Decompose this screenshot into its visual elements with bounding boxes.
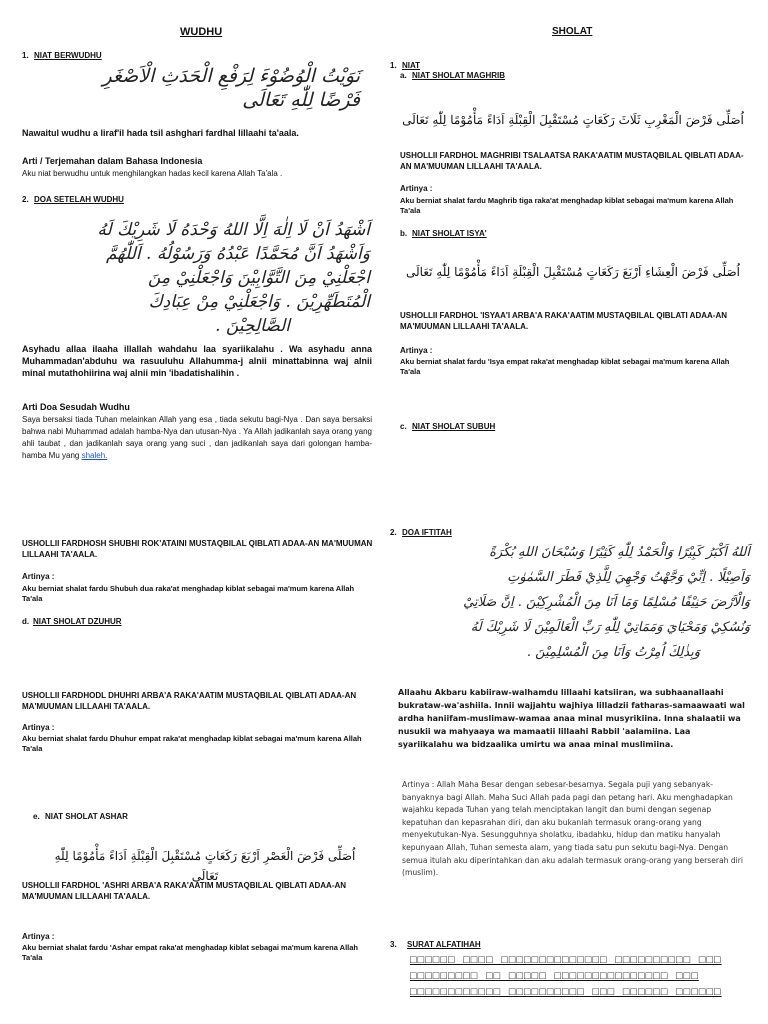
sholat-title: SHOLAT xyxy=(552,26,593,37)
niat-sholat-subuh-heading: NIAT SHOLAT SUBUH xyxy=(412,422,496,431)
doa-wudhu-arti-heading: Arti Doa Sesudah Wudhu xyxy=(22,402,130,412)
doa-iftitah-handwritten-arabic xyxy=(400,540,750,668)
maghrib-arti-text: Aku berniat shalat fardu Maghrib tiga raka'at menghadap kiblat sebagai ma'mum karena Allah Ta'ala xyxy=(400,196,734,215)
iftitah-arabic-line-2: وَاَصِيْلًا . اِنِّيْ وَجَّهْتُ وَجْهِيَ لِلَّذِيْ فَطَرَ السَّمٰوٰتِ xyxy=(507,570,750,585)
doa-wudhu-arti-body: Saya bersaksi tiada Tuhan melainkan Allah yang esa , tiada sekutu bagi-Nya . Dan saya bersaksi bahwa nabi Muhammad adalah hamba-Nya dan utusan-Nya . Ya Allah jadikanlah saya orang yang ahli taubat , dan jadikanlah saya orang yang suci , dan jadikanlah saya dari golongan hamba-hamba Mu yang xyxy=(22,415,372,460)
fatihah-line-2: □□□□□□□□□ □□ □□□□□ □□□□□□□□□□□□□□□ □□□ xyxy=(410,971,699,983)
wudhu-title: WUDHU xyxy=(180,26,223,38)
niat-sholat-maghrib-heading: NIAT SHOLAT MAGHRIB xyxy=(412,71,506,80)
subuh-transliteration: USHOLLII FARDHOSH SHUBHI ROK'ATAINI MUSTAQBILAL QIBLATI ADAA-AN MA'MUUMAN LILLAAHI TA'AALA. xyxy=(22,539,373,559)
iftitah-arabic-line-4: وَنُسُكِيْ وَمَحْيَايَ وَمَمَاتِيْ لِلّٰهِ رَبِّ الْعَالَمِيْنَ لَا شَرِيْكَ لَهُ xyxy=(470,620,750,635)
subuh-arti-text: Aku berniat shalat fardu Shubuh dua raka'at menghadap kiblat sebagai ma'mum karena Allah Ta'ala xyxy=(22,584,355,603)
maghrib-transliteration: USHOLLII FARDHOL MAGHRIBI TSALAATSA RAKA'AATIM MUSTAQBILAL QIBLATI ADAA-AN MA'MUUMAN LILLAAHI TA'AALA. xyxy=(400,151,744,171)
niat-sholat-ashar-heading: NIAT SHOLAT ASHAR xyxy=(45,812,128,821)
doa-setelah-wudhu-heading: DOA SETELAH WUDHU xyxy=(34,195,124,204)
section-number: 3. xyxy=(390,940,397,949)
isya-arti-heading: Artinya : xyxy=(400,346,433,355)
niat-sholat-isya-heading: NIAT SHOLAT ISYA' xyxy=(412,229,487,238)
niat-sholat-dzuhur-heading: NIAT SHOLAT DZUHUR xyxy=(33,617,122,626)
ashar-transliteration: USHOLLII FARDHOL 'ASHRI ARBA'A RAKA'AATIM MUSTAQBILAL QIBLATI ADAA-AN MA'MUUMAN LILLAAHI TA'AALA. xyxy=(22,881,347,901)
niat-wudhu-arti-heading: Arti / Terjemahan dalam Bahasa Indonesia xyxy=(22,156,203,166)
fatihah-line-1: □□□□□□ □□□□ □□□□□□□□□□□□□□ □□□□□□□□□□ □□□ xyxy=(410,955,722,967)
dzuhur-arti-text: Aku berniat shalat fardu Dhuhur empat raka'at menghadap kiblat sebagai ma'mum karena Allah Ta'ala xyxy=(22,734,362,753)
section-number: 2. xyxy=(390,528,397,537)
niat-wudhu-transliteration: Nawaitul wudhu a liraf'il hada tsil ashghari fardhal lillaahi ta'aala. xyxy=(22,128,299,138)
iftitah-arabic-line-5: وَبِذٰلِكَ اُمِرْتُ وَاَنَا مِنَ الْمُسْلِمِيْنَ . xyxy=(526,645,700,660)
niat-wudhu-arti-text: Aku niat berwudhu untuk menghilangkan hadas kecil karena Allah Ta'ala . xyxy=(22,169,283,178)
isya-arti-text: Aku berniat shalat fardu 'Isya empat raka'at menghadap kiblat sebagai ma'mum karena Allah Ta'ala xyxy=(400,357,730,376)
doa-wudhu-arabic-line-5: الصَّالِحِيْنَ . xyxy=(215,316,290,336)
item-letter: a. xyxy=(400,71,407,80)
item-letter: c. xyxy=(400,422,407,431)
doa-wudhu-handwritten-arabic xyxy=(30,218,370,338)
niat-wudhu-arabic: نَوَيْتُ الْوُضُوْءَ لِرَفْعِ الْحَدَثِ الْاَصْغَرِ فَرْضًا لِلّٰهِ تَعَالَى xyxy=(102,65,360,111)
ashar-arti-heading: Artinya : xyxy=(22,932,55,941)
section-number: 1. xyxy=(390,61,397,70)
doa-wudhu-arti-text xyxy=(22,414,372,462)
surat-alfatihah-heading: SURAT ALFATIHAH xyxy=(407,940,481,949)
item-letter: e. xyxy=(33,812,40,821)
iftitah-transliteration: Allaahu Akbaru kabiiraw-walhamdu lillaahi katsiiran, wa subhaanallaahi bukrataw-wa'ashiila. Innii wajjahtu wajhiya lilladzii fatharas-samaawaati wal ardha haniifam-muslimaw-wamaa anaa minal musyrikiina. Inna shalaatii wa nusukii wa mahyaaya wa mamaatii lillaahi Rabbil 'aalamiina. Laa syariikalahu wa bidzaalika umirtu wa anaa minal muslimiina. xyxy=(398,688,745,749)
doa-wudhu-arabic-line-3: اجْعَلْنِيْ مِنَ التَّوَّابِيْنَ وَاجْعَلْنِيْ مِنَ xyxy=(148,268,370,288)
shaleh-link[interactable]: shaleh. xyxy=(81,451,108,460)
doa-wudhu-transliteration: Asyhadu allaa ilaaha illallah wahdahu laa syariikalahu . Wa asyhadu anna Muhammadan'abduhu wa rasuuluhu Allahumma-j alnii minattabinna waj alnii minal mutathohiirina waj alnii min 'ibadatishalihin . xyxy=(22,344,372,378)
doa-wudhu-arabic-line-1: اَشْهَدُ اَنْ لَا اِلٰهَ اِلَّا اللهُ وَحْدَهُ لَا شَرِيْكَ لَهُ xyxy=(97,220,370,240)
doa-iftitah-heading: DOA IFTITAH xyxy=(402,528,452,537)
doa-wudhu-arabic-line-2: وَاَشْهَدُ اَنَّ مُحَمَّدًا عَبْدُهُ وَرَسُوْلُهُ . اَللّٰهُمَّ xyxy=(105,244,370,264)
isya-arabic: اُصَلِّى فَرْضَ الْعِشَاءِ اَرْبَعَ رَكَعَاتٍ مُسْتَقْبِلَ الْقِبْلَةِ اَدَاءً مَأْمُوْمًا لِلّٰهِ تَعَالَى xyxy=(406,265,740,279)
fatihah-line-3: □□□□□□□□□□□□ □□□□□□□□□□ □□□ □□□□□□ □□□□□□ xyxy=(410,987,722,999)
maghrib-arabic: اُصَلِّى فَرْضَ الْمَغْرِبِ ثَلَاثَ رَكَعَاتٍ مُسْتَقْبِلَ الْقِبْلَةِ اَدَاءً مَأْمُوْمًا لِلّٰهِ تَعَالَى xyxy=(402,113,744,127)
section-number: 2. xyxy=(22,195,29,204)
doa-wudhu-arabic-line-4: الْمُتَطَهِّرِيْنَ . وَاجْعَلْنِيْ مِنْ عِبَادِكَ xyxy=(148,292,370,312)
isya-transliteration: USHOLLII FARDHOL 'ISYAA'I ARBA'A RAKA'AATIM MUSTAQBILAL QIBLATI ADAA-AN MA'MUUMAN LILLAAHI TA'AALA. xyxy=(400,311,728,331)
ashar-arti-text: Aku berniat shalat fardu 'Ashar empat raka'at menghadap kiblat sebagai ma'mum karena Allah Ta'ala xyxy=(22,943,359,962)
ashar-arabic: اُصَلِّى فَرْضَ الْعَصْرِ اَرْبَعَ رَكَعَاتٍ مُسْتَقْبِلَ الْقِبْلَةِ اَدَاءً مَأْمُوْمًا لِلّٰهِ تَعَالَى xyxy=(54,849,356,883)
dzuhur-arti-heading: Artinya : xyxy=(22,723,55,732)
item-letter: b. xyxy=(400,229,408,238)
niat-heading: NIAT xyxy=(402,61,421,70)
iftitah-arti-text: Artinya : Allah Maha Besar dengan sebesar-besarnya. Segala puji yang sebanyak-banyaknya bagi Allah. Maha Suci Allah pada pagi dan petang hari. Aku menghadapkan wajahku kepada Tuhan yang telah menciptakan langit dan bumi dengan segenap kepatuhan dan kepasrahan diri, dan aku bukanlah termasuk orang-orang yang menyekutukan-Nya. Sesungguhnya sholatku, ibadahku, hidup dan matiku hanyalah kepunyaan Allah, Tuhan semesta alam, yang tiada satu pun sekutu bagi-Nya. Dengan semua itulah aku diperintahkan dan aku adalah termasuk orang-orang yang berserah diri (muslim). xyxy=(402,780,744,878)
niat-berwudhu-heading: NIAT BERWUDHU xyxy=(34,51,102,60)
iftitah-arabic-line-3: وَالْاَرْضَ حَنِيْفًا مُسْلِمًا وَمَا اَنَا مِنَ الْمُشْرِكِيْنَ . اِنَّ صَلَاتِيْ xyxy=(463,595,750,610)
subuh-arti-heading: Artinya : xyxy=(22,572,55,581)
iftitah-arabic-line-1: اَللهُ اَكْبَرُ كَبِيْرًا وَالْحَمْدُ لِلّٰهِ كَثِيْرًا وَسُبْحَانَ اللهِ بُكْرَةً xyxy=(489,545,750,560)
dzuhur-transliteration: USHOLLII FARDHODL DHUHRI ARBA'A RAKA'AATIM MUSTAQBILAL QIBLATI ADAA-AN MA'MUUMAN LILLAAHI TA'AALA. xyxy=(22,691,357,711)
fatihah-garbled-text xyxy=(410,953,750,1001)
item-letter: d. xyxy=(22,617,30,626)
section-number: 1. xyxy=(22,51,29,60)
maghrib-arti-heading: Artinya : xyxy=(400,184,433,193)
